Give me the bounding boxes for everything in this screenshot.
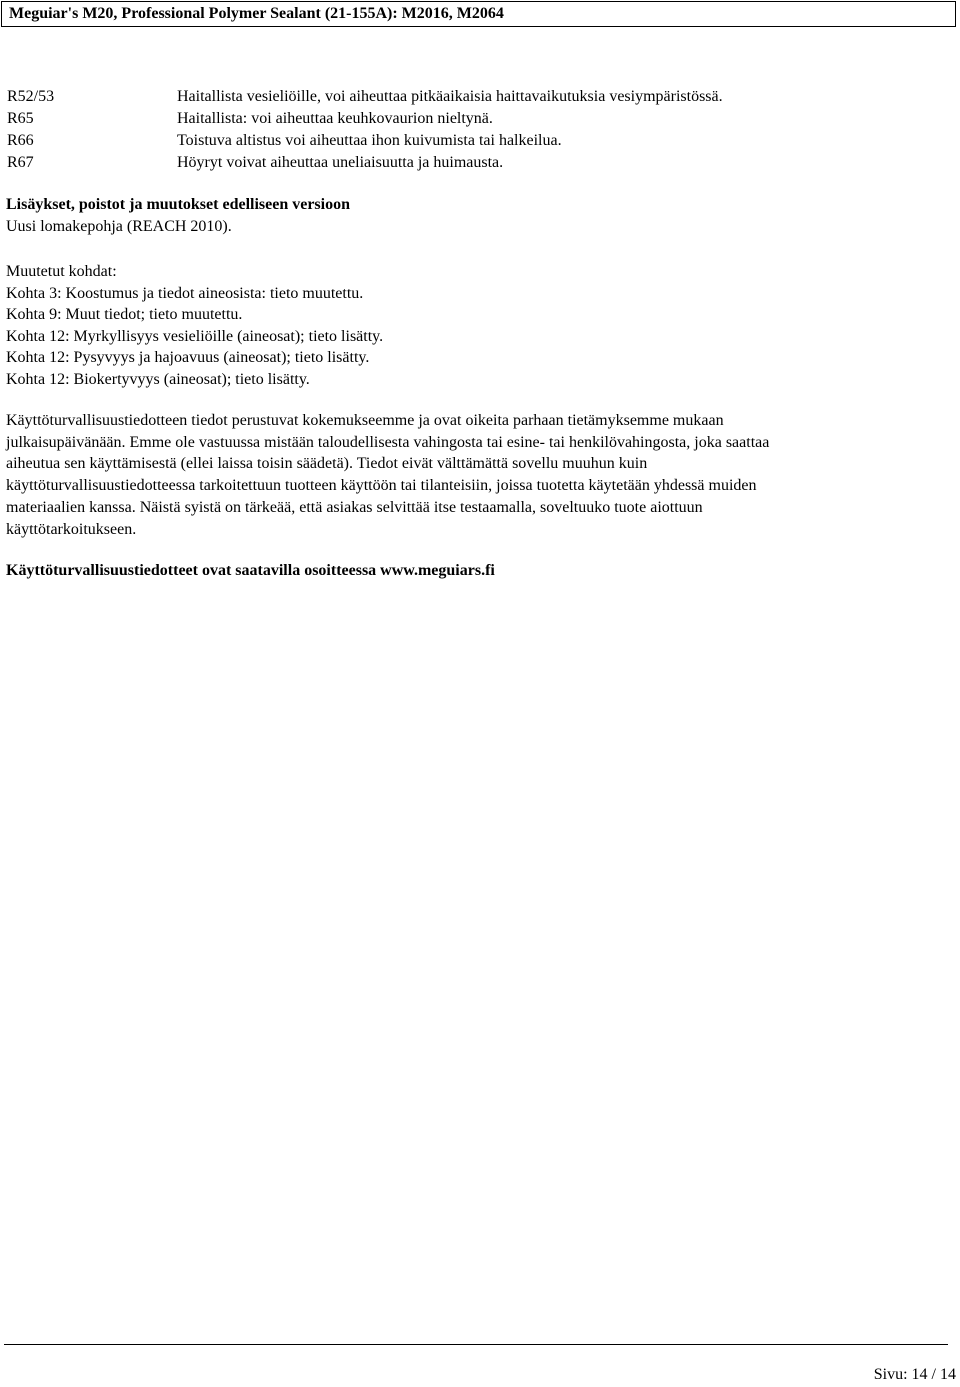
change-item: Kohta 12: Pysyvyys ja hajoavuus (aineosat); tieto lisätty. (6, 349, 370, 367)
disclaimer-line: materiaalien kanssa. Näistä syistä on tärkeää, että asiakas selvittää itse testaamalla, soveltuuko tuote aiottuun (6, 498, 703, 516)
risk-phrase-text: Toistuva altistus voi aiheuttaa ihon kuivumista tai halkeilua. (177, 132, 562, 149)
revision-note: Uusi lomakepohja (REACH 2010). (6, 217, 232, 235)
disclaimer-line: julkaisupäivänään. Emme ole vastuussa mistään taloudellisesta vahingosta tai esine- tai henkilövahingosta, joka saattaa (6, 433, 770, 451)
document-title: Meguiar's M20, Professional Polymer Sealant (21-155A): M2016, M2064 (1, 1, 956, 27)
changes-section (6, 261, 906, 391)
page-number: Sivu: 14 / 14 (873, 1366, 956, 1383)
risk-phrase-list (7, 86, 947, 174)
risk-phrase-text: Haitallista: voi aiheuttaa keuhkovaurion nieltynä. (177, 110, 493, 127)
disclaimer-line: aiheutua sen käyttämisestä (ellei laissa toisin säädetä). Tiedot eivät välttämättä sovellu muuhun kuin (6, 455, 648, 473)
risk-phrase-row (7, 86, 947, 108)
risk-phrase-code: R67 (7, 154, 34, 171)
risk-phrase-code: R65 (7, 110, 34, 127)
footer-divider (4, 1344, 948, 1345)
availability-notice: Käyttöturvallisuustiedotteet ovat saatavilla osoitteessa www.meguiars.fi (6, 562, 495, 579)
revision-heading: Lisäykset, poistot ja muutokset edelliseen versioon (6, 196, 350, 213)
risk-phrase-code: R66 (7, 132, 34, 149)
risk-phrase-row (7, 108, 947, 130)
risk-phrase-row (7, 152, 947, 174)
risk-phrase-code: R52/53 (7, 88, 55, 105)
risk-phrase-text: Haitallista vesieliöille, voi aiheuttaa pitkäaikaisia haittavaikutuksia vesiympäristössä. (177, 88, 723, 105)
change-item: Kohta 12: Myrkyllisyys vesieliöille (aineosat); tieto lisätty. (6, 327, 384, 345)
disclaimer-line: Käyttöturvallisuustiedotteen tiedot perustuvat kokemukseemme ja ovat oikeita parhaan tietämyksemme mukaan (6, 412, 724, 429)
changes-heading: Muutetut kohdat: (6, 263, 117, 280)
revision-section (6, 194, 906, 237)
risk-phrase-row (7, 130, 947, 152)
change-item: Kohta 12: Biokertyvyys (aineosat); tieto lisätty. (6, 370, 310, 388)
disclaimer-paragraph (6, 410, 906, 540)
disclaimer-line: käyttöturvallisuustiedotteessa tarkoitettuun tuotteen käyttöön tai tilanteisiin, joissa tuotetta käytetään yhdessä muiden (6, 477, 757, 495)
risk-phrase-text: Höyryt voivat aiheuttaa uneliaisuutta ja huimausta. (177, 154, 504, 171)
change-item: Kohta 3: Koostumus ja tiedot aineosista: tieto muutettu. (6, 284, 364, 302)
change-item: Kohta 9: Muut tiedot; tieto muutettu. (6, 306, 243, 324)
disclaimer-line: käyttötarkoitukseen. (6, 520, 137, 538)
